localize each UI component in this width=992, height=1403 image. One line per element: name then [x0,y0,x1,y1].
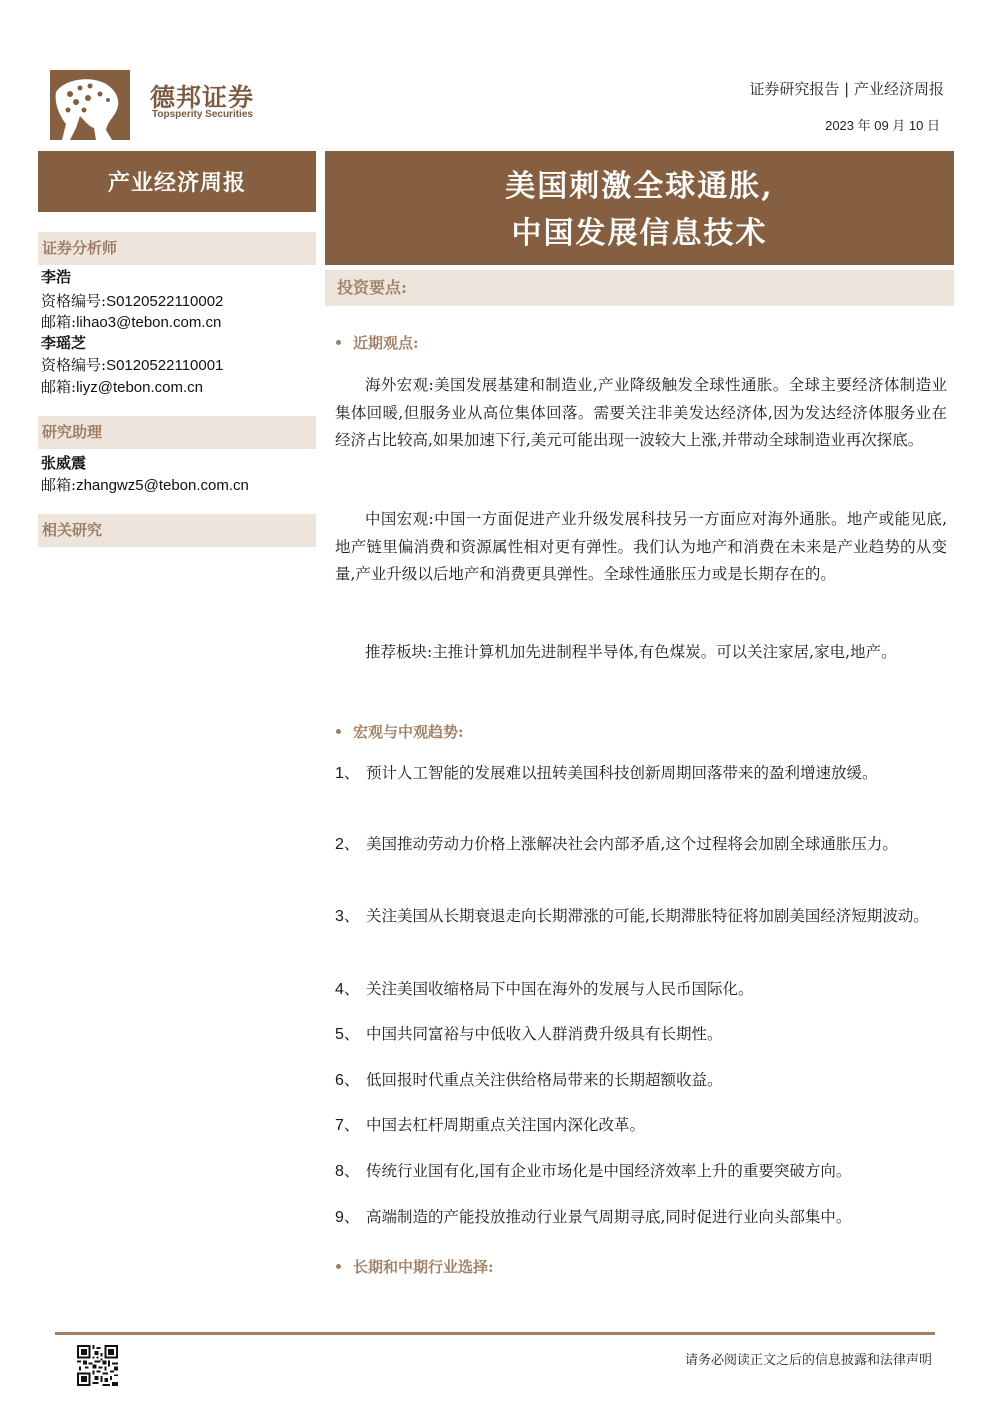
analyst-name: 李浩 [41,268,72,286]
report-title-line-1: 美国刺激全球通胀, [505,169,774,204]
report-title-band [325,151,954,265]
list-item: 5、 中国共同富裕与中低收入人群消费升级具有长期性。 [335,1025,723,1043]
footer-divider [55,1332,935,1335]
list-item: 1、 预计人工智能的发展难以扭转美国科技创新周期回落带来的盈利增速放缓。 [335,764,878,782]
analyst-cert: 资格编号:S0120522110001 [41,356,224,374]
qr-code-icon [77,1345,118,1386]
assistant-name: 张威震 [41,454,87,472]
section-heading: 长期和中期行业选择: [336,1256,494,1277]
analyst-cert: 资格编号:S0120522110002 [41,292,224,310]
bullet-dot [336,729,341,734]
list-item: 8、 传统行业国有化,国有企业市场化是中国经济效率上升的重要突破方向。 [335,1162,852,1180]
report-type: 证券研究报告 | 产业经济周报 [749,80,944,98]
report-title-line-2: 中国发展信息技术 [511,216,768,251]
paragraph-recommended-sectors: 推荐板块:主推计算机加先进制程半导体,有色煤炭。可以关注家居,家电,地产。 [365,643,897,661]
section-heading: 近期观点: [336,332,419,353]
paragraph-china-macro: 中国宏观:中国一方面促进产业升级发展科技另一方面应对海外通胀。地产或能见底,地产链里偏消费和资源属性相对更有弹性。我们认为地产和消费在未来是产业趋势的从变量,产业升级以后地产和消费更具弹性。全球性通胀压力或是长期存在的。 [335,510,947,583]
list-item: 6、 低回报时代重点关注供给格局带来的长期超额收益。 [335,1071,723,1089]
assistant-email[interactable]: 邮箱:zhangwz5@tebon.com.cn [41,476,249,494]
brand-name-en: Topsperity Securities [152,109,253,120]
list-item: 4、 关注美国收缩格局下中国在海外的发展与人民币国际化。 [335,980,754,998]
analyst-email[interactable]: 邮箱:liyz@tebon.com.cn [41,378,204,396]
report-date: 2023 年 09 月 10 日 [825,118,940,133]
investment-highlights-heading: 投资要点: [325,270,954,306]
report-category-band [38,151,316,212]
assistant-heading: 研究助理 [38,416,316,449]
brand-name-cn: 德邦证券 [150,83,255,112]
related-research-heading: 相关研究 [38,514,316,547]
list-item: 2、 美国推动劳动力价格上涨解决社会内部矛盾,这个过程将会加剧全球通胀压力。 [335,835,898,853]
report-category: 产业经济周报 [107,170,246,196]
analyst-heading: 证券分析师 [38,232,316,265]
section-heading: 宏观与中观趋势: [336,721,464,742]
paragraph-overseas-macro: 海外宏观:美国发展基建和制造业,产业降级触发全球性通胀。全球主要经济体制造业集体回暖,但服务业从高位集体回落。需要关注非美发达经济体,因为发达经济体服务业在经济占比较高,如果加速下行,美元可能出现一波较大上涨,并带动全球制造业再次探底。 [335,376,947,449]
analyst-name: 李瑶芝 [41,334,87,352]
analyst-email[interactable]: 邮箱:lihao3@tebon.com.cn [41,313,222,331]
list-item: 7、 中国去杠杆周期重点关注国内深化改革。 [335,1116,646,1134]
list-item: 9、 高端制造的产能投放推动行业景气周期寻底,同时促进行业向头部集中。 [335,1208,852,1226]
list-item: 3、 关注美国从长期衰退走向长期滞涨的可能,长期滞胀特征将加剧美国经济短期波动。 [335,907,929,925]
bullet-dot [336,1264,341,1269]
topsperity-logo [50,70,130,140]
bullet-dot [336,340,341,345]
legal-disclaimer: 请务必阅读正文之后的信息披露和法律声明 [684,1353,932,1368]
